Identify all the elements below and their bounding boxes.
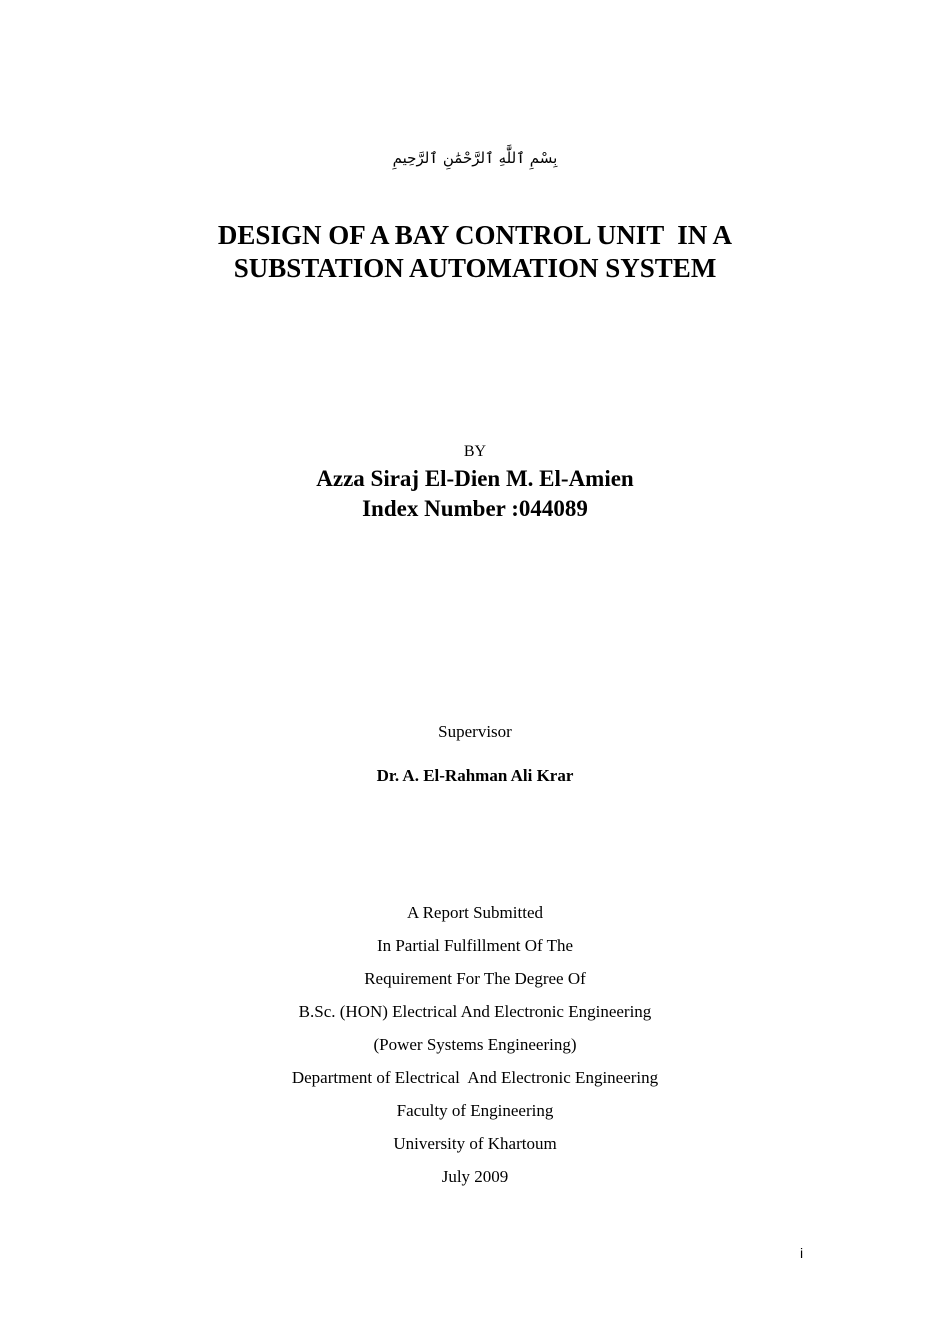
submission-line: University of Khartoum (393, 1134, 557, 1153)
supervisor-label: Supervisor (438, 722, 512, 741)
title-line-2: SUBSTATION AUTOMATION SYSTEM (233, 253, 717, 283)
submission-line: A Report Submitted (407, 903, 543, 922)
author-block (0, 464, 950, 524)
submission-line: B.Sc. (HON) Electrical And Electronic Engineering (298, 1002, 652, 1021)
author-name: Azza Siraj El-Dien M. El-Amien (316, 466, 634, 491)
submission-statement (0, 896, 950, 1193)
author-index-number: Index Number :044089 (362, 496, 588, 521)
submission-line: Requirement For The Degree Of (364, 969, 586, 988)
submission-line: In Partial Fulfillment Of The (376, 936, 574, 955)
submission-line: (Power Systems Engineering) (373, 1035, 577, 1054)
submission-date: July 2009 (441, 1167, 509, 1186)
supervisor-name: Dr. A. El-Rahman Ali Krar (376, 766, 574, 785)
submission-line: Faculty of Engineering (396, 1101, 554, 1120)
page-number: i (800, 1245, 804, 1261)
by-label: BY (463, 443, 487, 460)
submission-line: Department of Electrical And Electronic Engineering (291, 1068, 659, 1087)
title-line-1: DESIGN OF A BAY CONTROL UNIT IN A (217, 220, 733, 250)
report-title (0, 219, 950, 285)
basmala: بِسْمِ ٱللَّٰهِ ٱلرَّحْمَٰنِ ٱلرَّحِيمِ (392, 149, 558, 167)
